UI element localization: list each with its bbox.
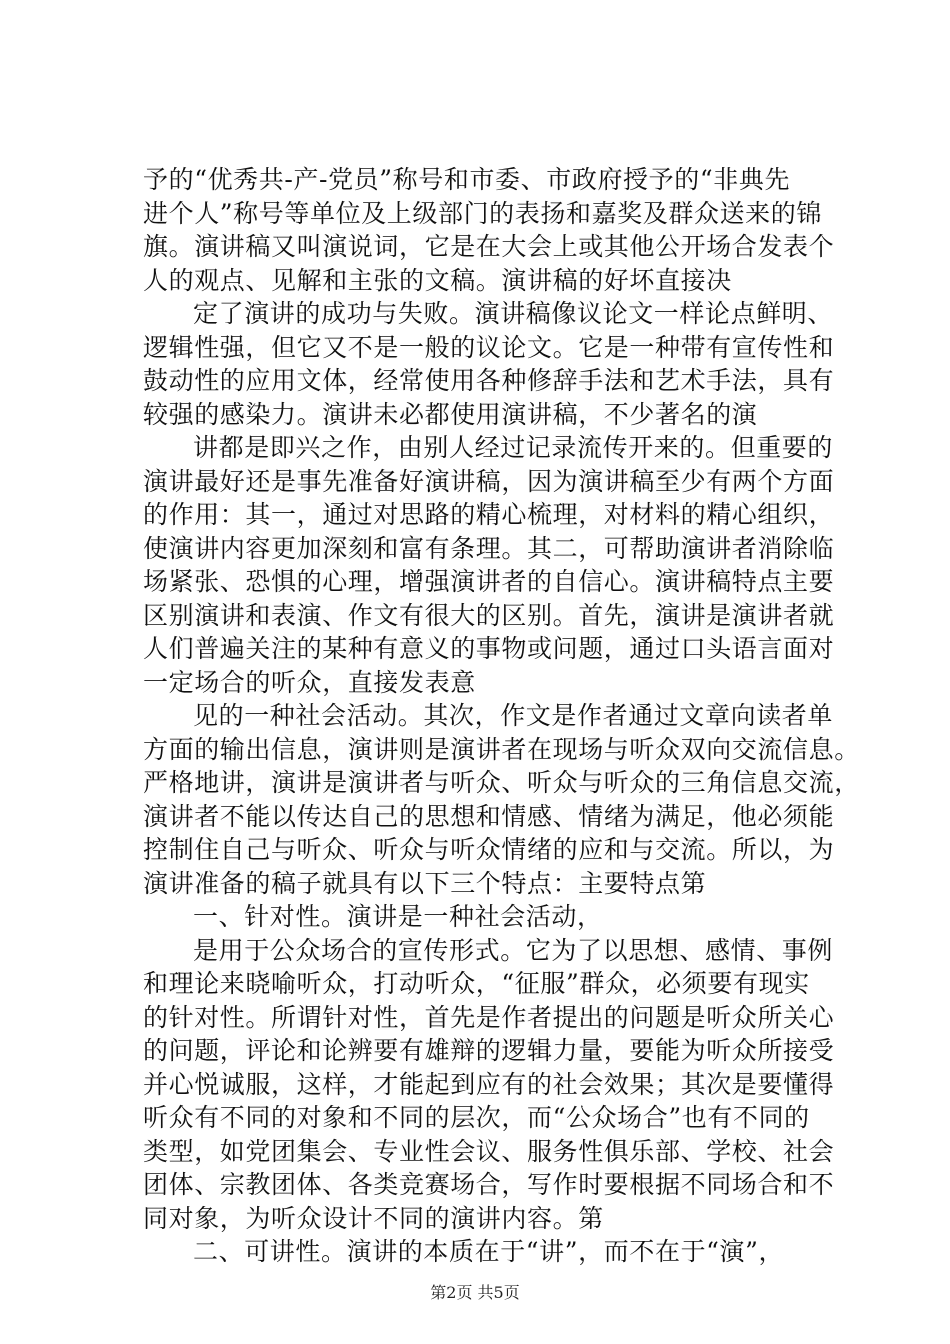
body-text	[143, 163, 860, 1269]
text-line: 严格地讲，演讲是演讲者与听众、听众与听众的三角信息交流，	[143, 768, 860, 797]
text-line: 使演讲内容更加深刻和富有条理。其二，可帮助演讲者消除临	[143, 533, 835, 563]
text-line: 听众有不同的对象和不同的层次，而“公众场合”也有不同的	[143, 1103, 810, 1132]
text-line: 的针对性。所谓针对性，首先是作者提出的问题是听众所关心	[143, 1002, 835, 1032]
text-line: 控制住自己与听众、听众与听众情绪的应和与交流。所以，为	[143, 835, 835, 864]
text-line: 的问题，评论和论辨要有雄辩的逻辑力量，要能为听众所接受	[143, 1036, 835, 1065]
text-line: 演讲者不能以传达自己的思想和情感、情绪为满足，他必须能	[143, 801, 835, 831]
text-line: 逻辑性强，但它又不是一般的议论文。它是一种带有宣传性和	[143, 332, 835, 362]
text-line: 定了演讲的成功与失败。演讲稿像议论文一样论点鲜明、	[193, 299, 834, 328]
text-line: 团体、宗教团体、各类竞赛场合，写作时要根据不同场合和不	[143, 1170, 835, 1199]
text-line: 方面的输出信息，演讲则是演讲者在现场与听众双向交流信息。	[143, 734, 860, 764]
page-footer: 第2页 共5页	[430, 1283, 520, 1302]
text-line: 是用于公众场合的宣传形式。它为了以思想、感情、事例	[193, 935, 834, 965]
text-line: 予的“优秀共-产-党员”称号和市委、市政府授予的“非典先	[143, 165, 791, 194]
text-line: 一、针对性。演讲是一种社会活动，	[193, 902, 603, 931]
text-line: 较强的感染力。演讲未必都使用演讲稿，不少著名的演	[143, 399, 758, 429]
text-line: 同对象，为听众设计不同的演讲内容。第	[143, 1203, 604, 1233]
text-line: 旗。演讲稿又叫演说词，它是在大会上或其他公开场合发表个	[143, 232, 835, 261]
text-line: 区别演讲和表演、作文有很大的区别。首先，演讲是演讲者就	[143, 600, 835, 630]
text-line: 人们普遍关注的某种有意义的事物或问题，通过口头语言面对	[143, 634, 835, 663]
text-line: 鼓动性的应用文体，经常使用各种修辞手法和艺术手法，具有	[143, 366, 835, 395]
text-line: 进个人”称号等单位及上级部门的表扬和嘉奖及群众送来的锦	[143, 198, 822, 228]
text-line: 见的一种社会活动。其次，作文是作者通过文章向读者单	[193, 701, 834, 730]
text-line: 演讲准备的稿子就具有以下三个特点：主要特点第	[143, 868, 707, 898]
text-line: 和理论来晓喻听众，打动听众，“征服”群众，必须要有现实	[143, 969, 810, 998]
text-line: 类型，如党团集会、专业性会议、服务性俱乐部、学校、社会	[143, 1136, 835, 1166]
text-line: 人的观点、见解和主张的文稿。演讲稿的好坏直接决	[143, 265, 732, 295]
text-line: 二、可讲性。演讲的本质在于“讲”，而不在于“演”，	[193, 1237, 785, 1266]
text-line: 一定场合的听众，直接发表意	[143, 667, 476, 697]
text-line: 演讲最好还是事先准备好演讲稿，因为演讲稿至少有两个方面	[143, 466, 835, 496]
text-line: 场紧张、恐惧的心理，增强演讲者的自信心。演讲稿特点主要	[143, 567, 835, 596]
text-line: 的作用：其一，通过对思路的精心梳理，对材料的精心组织，	[143, 500, 835, 529]
text-line: 讲都是即兴之作，由别人经过记录流传开来的。但重要的	[193, 433, 834, 462]
text-line: 并心悦诚服，这样，才能起到应有的社会效果；其次是要懂得	[143, 1069, 835, 1099]
